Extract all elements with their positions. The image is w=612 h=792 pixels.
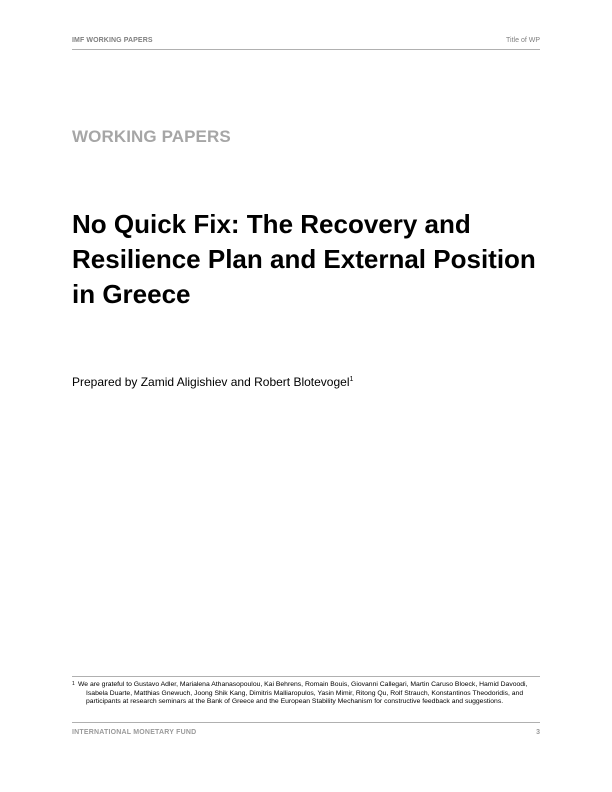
footer-divider [72, 722, 540, 723]
header-divider [72, 49, 540, 50]
footer-organization: INTERNATIONAL MONETARY FUND [72, 729, 197, 736]
paper-title: No Quick Fix: The Recovery and Resilience Plan and External Position in Greece [72, 209, 536, 309]
author-line [72, 375, 353, 389]
author-footnote-ref[interactable]: 1 [349, 376, 354, 383]
footnote-marker: 1 [72, 681, 75, 687]
authors-text: Prepared by Zamid Aligishiev and Robert Blotevogel [72, 375, 350, 389]
footnote-text: We are grateful to Gustavo Adler, Marialena Athanasopoulou, Kai Behrens, Romain Bouis, Giovanni Callegari, Martin Caruso Bloeck, Hamid Davoodi, Isabela Duarte, Matthias Gnewuch, Joong Shik Kang, Dimitris Malliaropulos, Yasin Mimir, Ritong Qu, Rolf Strauch, Konstantinos Theodoridis, and participants at research seminars at the Bank of Greece and the European Stability Mechanism for constructive feedback and suggestions. [78, 681, 528, 705]
footnote [72, 681, 542, 707]
section-label: WORKING PAPERS [72, 127, 231, 146]
page-number: 3 [536, 729, 540, 736]
running-header-series: IMF WORKING PAPERS [72, 37, 153, 44]
running-header-title: Title of WP [506, 37, 540, 44]
footnote-divider [72, 676, 540, 677]
